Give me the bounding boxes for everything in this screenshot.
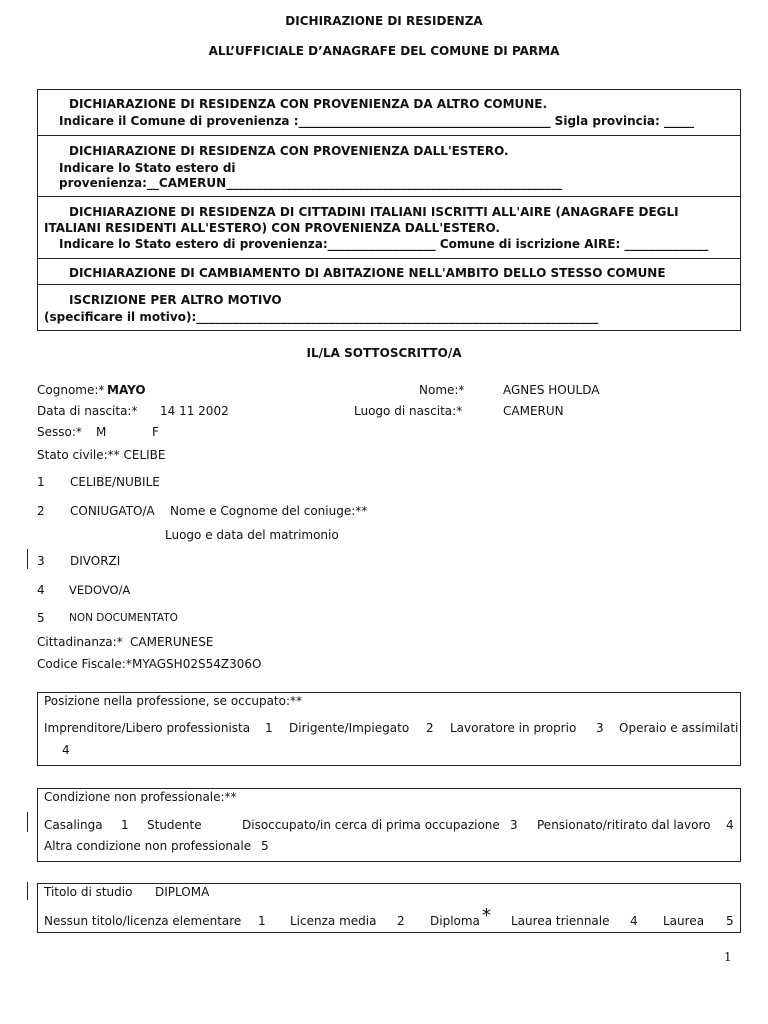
nome-label: Nome:* <box>419 383 465 397</box>
professione-option-lavoratore[interactable]: Lavoratore in proprio <box>450 721 577 735</box>
studio-option-num: 2 <box>397 914 405 928</box>
civil-option-coniugato[interactable]: CONIUGATO/A <box>70 504 155 518</box>
decl-estero-field[interactable]: provenienza:__CAMERUN________________________________________________________ <box>59 176 563 190</box>
professione-option-imprenditore[interactable]: Imprenditore/Libero professionista <box>44 721 251 735</box>
decl-estero-label: Indicare lo Stato estero di <box>59 161 236 175</box>
civil-option-non-documentato[interactable]: NON DOCUMENTATO <box>69 612 178 624</box>
civil-option-divorzi[interactable]: DIVORZI <box>70 554 121 568</box>
sottoscritto-heading: IL/LA SOTTOSCRITTO/A <box>306 346 462 360</box>
studio-value[interactable]: DIPLOMA <box>155 885 210 899</box>
civil-option-num: 5 <box>37 611 45 625</box>
studio-option-nessun-titolo[interactable]: Nessun titolo/licenza elementare <box>44 914 242 928</box>
studio-option-num: 4 <box>630 914 638 928</box>
divider <box>38 284 740 285</box>
civil-option-num: 1 <box>37 475 45 489</box>
studio-option-diploma[interactable]: Diploma <box>430 914 480 928</box>
professione-option-num: 2 <box>426 721 434 735</box>
cittadinanza-label: Cittadinanza:* <box>37 635 123 649</box>
matrimonio-label: Luogo e data del matrimonio <box>165 528 339 542</box>
decl-estero-title: DICHIARAZIONE DI RESIDENZA CON PROVENIENZA DALL'ESTERO. <box>69 144 509 158</box>
coniuge-label: Nome e Cognome del coniuge:** <box>170 504 368 518</box>
professione-option-num: 3 <box>596 721 604 735</box>
divider <box>38 135 740 136</box>
sesso-m-option[interactable]: M <box>96 425 107 439</box>
non-professionale-title: Condizione non professionale:** <box>44 790 237 804</box>
stato-civile: Stato civile:** CELIBE <box>37 448 166 462</box>
cognome-value[interactable]: MAYO <box>107 383 146 397</box>
codice-fiscale-value[interactable]: MYAGSH02S54Z306O <box>132 657 262 671</box>
non-prof-option-pensionato[interactable]: Pensionato/ritirato dal lavoro <box>537 818 711 832</box>
studio-option-licenza-media[interactable]: Licenza media <box>290 914 377 928</box>
sesso-f-option[interactable]: F <box>152 425 159 439</box>
civil-option-num: 3 <box>37 554 45 568</box>
nascita-label: Data di nascita:* <box>37 404 138 418</box>
page-number: 1 <box>724 950 732 964</box>
decl-aire-field[interactable]: Indicare lo Stato estero di provenienza:__________________ Comune di iscrizione AIRE: ______________ <box>59 237 709 251</box>
non-prof-option-num: 3 <box>510 818 518 832</box>
non-prof-option-casalinga[interactable]: Casalinga <box>44 818 103 832</box>
revision-mark <box>27 882 28 900</box>
non-prof-option-altra[interactable]: Altra condizione non professionale <box>44 839 252 853</box>
cittadinanza-value[interactable]: CAMERUNESE <box>130 635 214 649</box>
studio-option-laurea[interactable]: Laurea <box>663 914 705 928</box>
studio-selected-mark: * <box>482 905 491 926</box>
luogo-nascita-value[interactable]: CAMERUN <box>503 404 564 418</box>
nascita-value[interactable]: 14 11 2002 <box>160 404 229 418</box>
decl-aire-title-2: ITALIANI RESIDENTI ALL'ESTERO) CON PROVENIENZA DALL'ESTERO. <box>44 221 500 235</box>
revision-mark <box>27 549 28 569</box>
professione-option-num: 1 <box>265 721 273 735</box>
decl-aire-title-1: DICHIARAZIONE DI RESIDENZA DI CITTADINI ITALIANI ISCRITTI ALL'AIRE (ANAGRAFE DEGLI <box>69 205 679 219</box>
non-prof-option-num: 1 <box>121 818 129 832</box>
document-subtitle: ALL’UFFICIALE D’ANAGRAFE DEL COMUNE DI PARMA <box>208 44 560 58</box>
non-prof-option-disoccupato[interactable]: Disoccupato/in cerca di prima occupazione <box>242 818 500 832</box>
revision-mark <box>27 812 28 832</box>
decl-cambio-title: DICHIARAZIONE DI CAMBIAMENTO DI ABITAZIONE NELL'AMBITO DELLO STESSO COMUNE <box>69 266 666 280</box>
civil-option-celibe[interactable]: CELIBE/NUBILE <box>70 475 160 489</box>
decl-altro-motivo-title: ISCRIZIONE PER ALTRO MOTIVO <box>69 293 282 307</box>
luogo-nascita-label: Luogo di nascita:* <box>354 404 463 418</box>
professione-option-num: 4 <box>62 743 70 757</box>
studio-title: Titolo di studio <box>44 885 133 899</box>
codice-fiscale-label: Codice Fiscale:* <box>37 657 132 671</box>
professione-option-operaio[interactable]: Operaio e assimilati <box>619 721 739 735</box>
studio-option-num: 1 <box>258 914 266 928</box>
civil-option-vedovo[interactable]: VEDOVO/A <box>69 583 131 597</box>
civil-option-num: 4 <box>37 583 45 597</box>
non-prof-option-num: 5 <box>261 839 269 853</box>
studio-option-laurea-triennale[interactable]: Laurea triennale <box>511 914 610 928</box>
non-prof-option-num: 4 <box>726 818 734 832</box>
decl-altro-comune-title: DICHIARAZIONE DI RESIDENZA CON PROVENIENZA DA ALTRO COMUNE. <box>69 97 548 111</box>
divider <box>38 258 740 259</box>
nome-value[interactable]: AGNES HOULDA <box>503 383 600 397</box>
studio-option-num: 5 <box>726 914 734 928</box>
sesso-label: Sesso:* <box>37 425 82 439</box>
non-prof-option-studente[interactable]: Studente <box>147 818 202 832</box>
decl-altro-motivo-field[interactable]: (specificare il motivo):___________________________________________________________________ <box>44 310 599 324</box>
document-title: DICHIRAZIONE DI RESIDENZA <box>285 14 483 28</box>
decl-altro-comune-field[interactable]: Indicare il Comune di provenienza :__________________________________________ Sigla provincia: _____ <box>59 114 694 128</box>
cognome-label: Cognome:* <box>37 383 105 397</box>
professione-option-dirigente[interactable]: Dirigente/Impiegato <box>289 721 410 735</box>
professione-title: Posizione nella professione, se occupato:** <box>44 694 303 708</box>
civil-option-num: 2 <box>37 504 45 518</box>
divider <box>38 196 740 197</box>
